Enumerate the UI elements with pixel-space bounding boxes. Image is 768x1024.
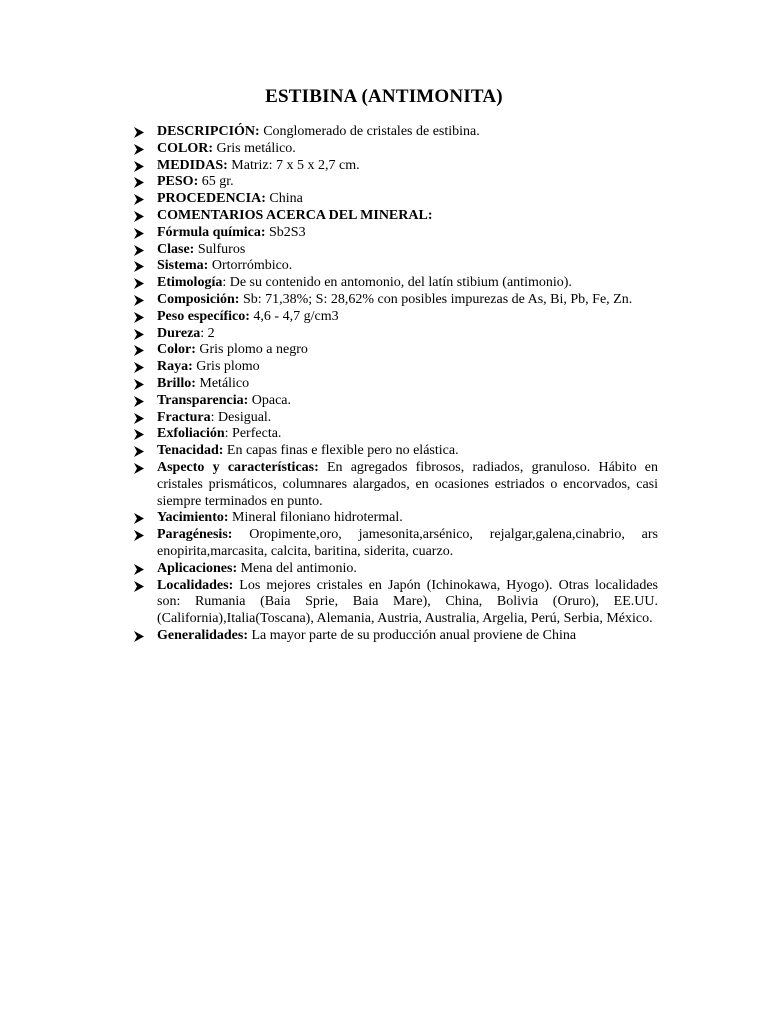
arrow-bullet-icon <box>134 177 144 188</box>
list-item <box>132 124 658 141</box>
arrow-bullet-icon <box>134 261 144 272</box>
arrow-bullet-icon <box>134 329 144 340</box>
item-label: Clase: <box>157 241 195 257</box>
arrow-bullet-icon <box>134 413 144 424</box>
item-label: Color: <box>157 342 196 358</box>
list-item <box>132 275 658 292</box>
item-value: Sb: 71,38%; S: 28,62% con posibles impurezas de As, Bi, Pb, Fe, Zn. <box>239 291 633 307</box>
arrow-bullet-icon <box>134 278 144 289</box>
item-label: Paragénesis: <box>157 527 233 543</box>
document-title: ESTIBINA (ANTIMONITA) <box>265 86 503 107</box>
item-label: Localidades: <box>157 577 234 593</box>
arrow-bullet-icon <box>134 463 144 474</box>
item-label: Transparencia: <box>157 392 249 408</box>
list-item <box>132 628 658 645</box>
item-value: : 2 <box>200 325 215 341</box>
item-value: Sb2S3 <box>265 224 306 240</box>
arrow-bullet-icon <box>134 228 144 239</box>
arrow-bullet-icon <box>134 564 144 575</box>
list-item <box>132 158 658 175</box>
item-label: Brillo: <box>157 375 196 391</box>
list-item <box>132 292 658 309</box>
list-item <box>132 443 658 460</box>
list-item <box>132 242 658 259</box>
arrow-bullet-icon <box>134 127 144 138</box>
item-label: Sistema: <box>157 258 209 274</box>
item-value: : De su contenido en antomonio, del latín stibium (antimonio). <box>222 275 572 291</box>
item-value: China <box>265 191 303 207</box>
arrow-bullet-icon <box>134 345 144 356</box>
item-value: Conglomerado de cristales de estibina. <box>259 124 480 139</box>
item-label: Exfoliación <box>157 426 225 442</box>
item-value: : Desigual. <box>210 409 272 425</box>
item-value: Matriz: 7 x 5 x 2,7 cm. <box>227 157 360 173</box>
item-label: Fractura <box>157 409 211 425</box>
item-label: Aplicaciones: <box>157 560 238 576</box>
item-value: En agregados fibrosos, radiados, granuloso. Hábito en cristales prismáticos, columnares alargados, en ocasiones estriados o encorvados, casi siempre terminados en punto. <box>157 459 658 509</box>
arrow-bullet-icon <box>134 396 144 407</box>
mineral-property-list <box>132 124 658 645</box>
item-label: Yacimiento: <box>157 510 229 526</box>
list-item <box>132 376 658 393</box>
item-value: Sulfuros <box>194 241 246 257</box>
arrow-bullet-icon <box>134 429 144 440</box>
item-label: Raya: <box>157 359 193 375</box>
item-label: Peso específico: <box>157 308 250 324</box>
arrow-bullet-icon <box>134 211 144 222</box>
list-item <box>132 460 658 510</box>
item-label: MEDIDAS: <box>157 157 228 173</box>
item-value: En capas finas e flexible pero no elástica. <box>223 443 459 459</box>
list-item <box>132 561 658 578</box>
list-item <box>132 510 658 527</box>
arrow-bullet-icon <box>134 513 144 524</box>
arrow-bullet-icon <box>134 379 144 390</box>
item-label: Composición: <box>157 291 240 307</box>
arrow-bullet-icon <box>134 312 144 323</box>
list-item <box>132 258 658 275</box>
item-value: Mineral filoniano hidrotermal. <box>228 510 403 526</box>
arrow-bullet-icon <box>134 194 144 205</box>
list-item <box>132 342 658 359</box>
item-label: PROCEDENCIA: <box>157 191 266 207</box>
item-value: Oropimente,oro, jamesonita,arsénico, rejalgar,galena,cinabrio, ars enopirita,marcasita, calcita, baritina, siderita, cuarzo. <box>157 527 658 559</box>
list-item <box>132 426 658 443</box>
list-item <box>132 191 658 208</box>
item-label: Aspecto y características: <box>157 459 319 475</box>
item-label: Etimología <box>157 275 223 291</box>
list-item <box>132 309 658 326</box>
list-item <box>132 174 658 191</box>
list-item <box>132 410 658 427</box>
item-label: PESO: <box>157 174 199 190</box>
list-item <box>132 326 658 343</box>
item-label: Tenacidad: <box>157 443 224 459</box>
list-item <box>132 141 658 158</box>
list-item <box>132 527 658 561</box>
item-value: 65 gr. <box>198 174 234 190</box>
arrow-bullet-icon <box>134 144 144 155</box>
item-label: Fórmula química: <box>157 224 266 240</box>
list-item <box>132 578 658 628</box>
item-value: Gris plomo <box>192 359 260 375</box>
arrow-bullet-icon <box>134 245 144 256</box>
list-item <box>132 393 658 410</box>
item-value: Opaca. <box>248 392 292 408</box>
item-label: DESCRIPCIÓN: <box>157 124 260 139</box>
item-label: Generalidades: <box>157 627 248 643</box>
list-item <box>132 225 658 242</box>
arrow-bullet-icon <box>134 295 144 306</box>
arrow-bullet-icon <box>134 161 144 172</box>
item-value: Ortorrómbico. <box>208 258 293 274</box>
arrow-bullet-icon <box>134 581 144 592</box>
item-value: Mena del antimonio. <box>237 560 357 576</box>
item-value: Metálico <box>195 375 250 391</box>
list-item <box>132 359 658 376</box>
list-item <box>132 208 658 225</box>
item-value: : Perfecta. <box>224 426 282 442</box>
arrow-bullet-icon <box>134 362 144 373</box>
item-label: COLOR: <box>157 140 213 156</box>
item-value: 4,6 - 4,7 g/cm3 <box>249 308 339 324</box>
item-value: Los mejores cristales en Japón (Ichinokawa, Hyogo). Otras localidades son: Rumania (Baia Sprie, Baia Mare), China, Bolivia (Oruro), EE.UU.(California),Italia(Toscana), Alemania, Austria, Australia, Argelia, Perú, Serbia, México. <box>157 577 658 627</box>
item-label: COMENTARIOS ACERCA DEL MINERAL: <box>157 207 433 223</box>
item-value: Gris plomo a negro <box>195 342 308 358</box>
item-label: Dureza <box>157 325 201 341</box>
arrow-bullet-icon <box>134 530 144 541</box>
item-value: La mayor parte de su producción anual proviene de China <box>248 627 577 643</box>
item-value: Gris metálico. <box>213 140 296 156</box>
arrow-bullet-icon <box>134 446 144 457</box>
arrow-bullet-icon <box>134 631 144 642</box>
